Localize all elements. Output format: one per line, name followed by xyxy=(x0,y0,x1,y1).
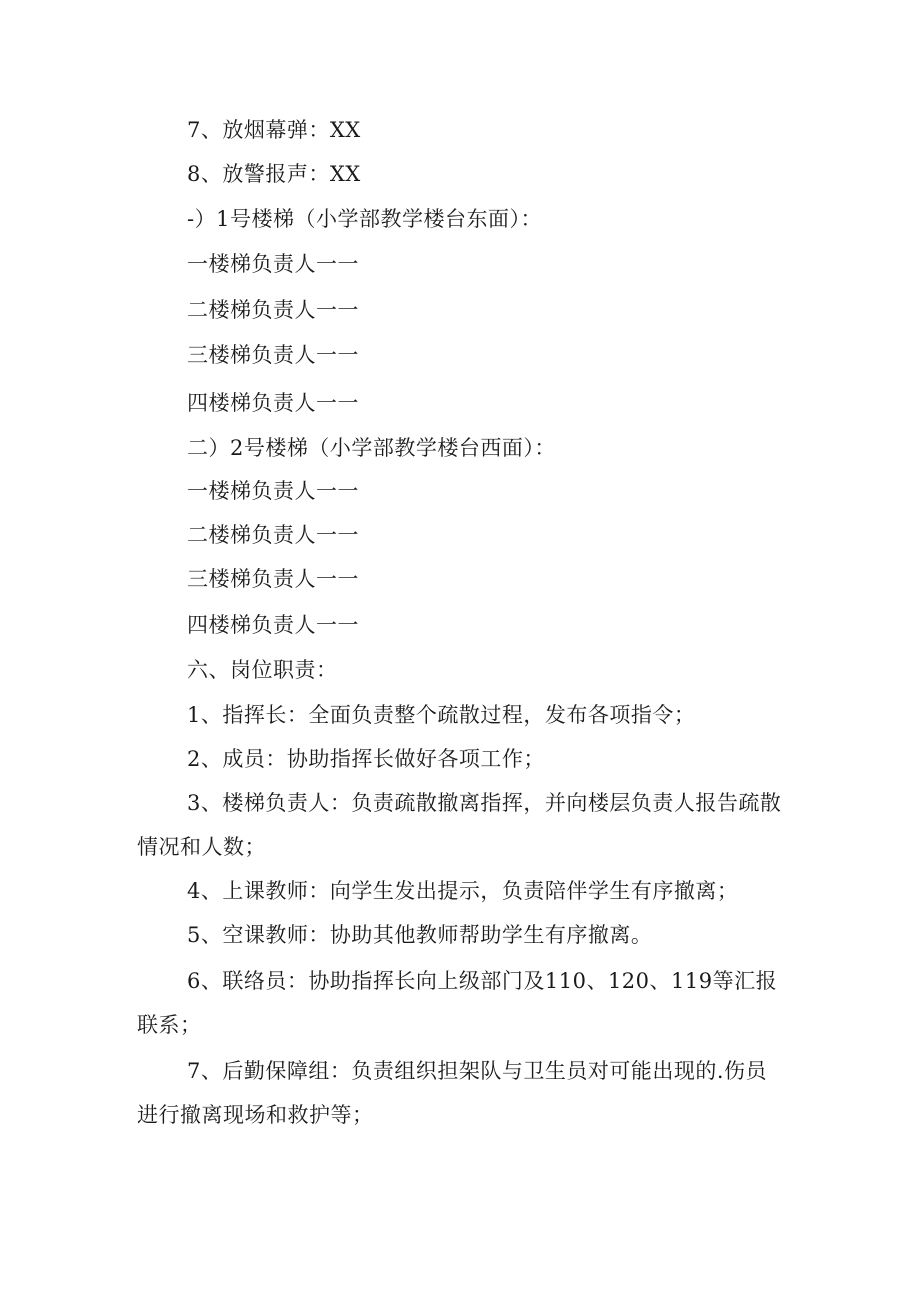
text-line: 一楼梯负责人一一 xyxy=(187,479,359,503)
text-line: 3、楼梯负责人：负责疏散撤离指挥，并向楼层负责人报告疏散 xyxy=(187,791,782,815)
text-line: 二楼梯负责人一一 xyxy=(187,523,359,547)
text-line: 7、后勤保障组：负责组织担架队与卫生员对可能出现的.伤员 xyxy=(187,1059,768,1083)
text-line: 二楼梯负责人一一 xyxy=(187,298,359,322)
text-line: 5、空课教师：协助其他教师帮助学生有序撤离。 xyxy=(187,923,653,947)
text-line: 联系； xyxy=(137,1013,202,1037)
text-line: 6、联络员：协助指挥长向上级部门及110、120、119等汇报 xyxy=(187,969,778,993)
text-line: 7、放烟幕弹：XX xyxy=(187,118,361,142)
text-line: 三楼梯负责人一一 xyxy=(187,343,359,367)
text-line: 4、上课教师：向学生发出提示，负责陪伴学生有序撤离； xyxy=(187,879,739,903)
text-line: 二）2号楼梯（小学部教学楼台西面）： xyxy=(187,436,556,460)
text-line: -）1号楼梯（小学部教学楼台东面）： xyxy=(187,207,542,231)
text-line: 情况和人数； xyxy=(137,835,266,859)
text-line: 进行撤离现场和救护等； xyxy=(137,1103,374,1127)
text-line: 四楼梯负责人一一 xyxy=(187,613,359,637)
section-heading: 六、岗位职责： xyxy=(187,658,338,682)
text-line: 2、成员：协助指挥长做好各项工作； xyxy=(187,747,545,771)
text-line: 一楼梯负责人一一 xyxy=(187,252,359,276)
text-line: 1、指挥长：全面负责整个疏散过程，发布各项指令； xyxy=(187,703,696,727)
text-line: 三楼梯负责人一一 xyxy=(187,567,359,591)
text-line: 四楼梯负责人一一 xyxy=(187,391,359,415)
text-line: 8、放警报声：XX xyxy=(187,162,361,186)
